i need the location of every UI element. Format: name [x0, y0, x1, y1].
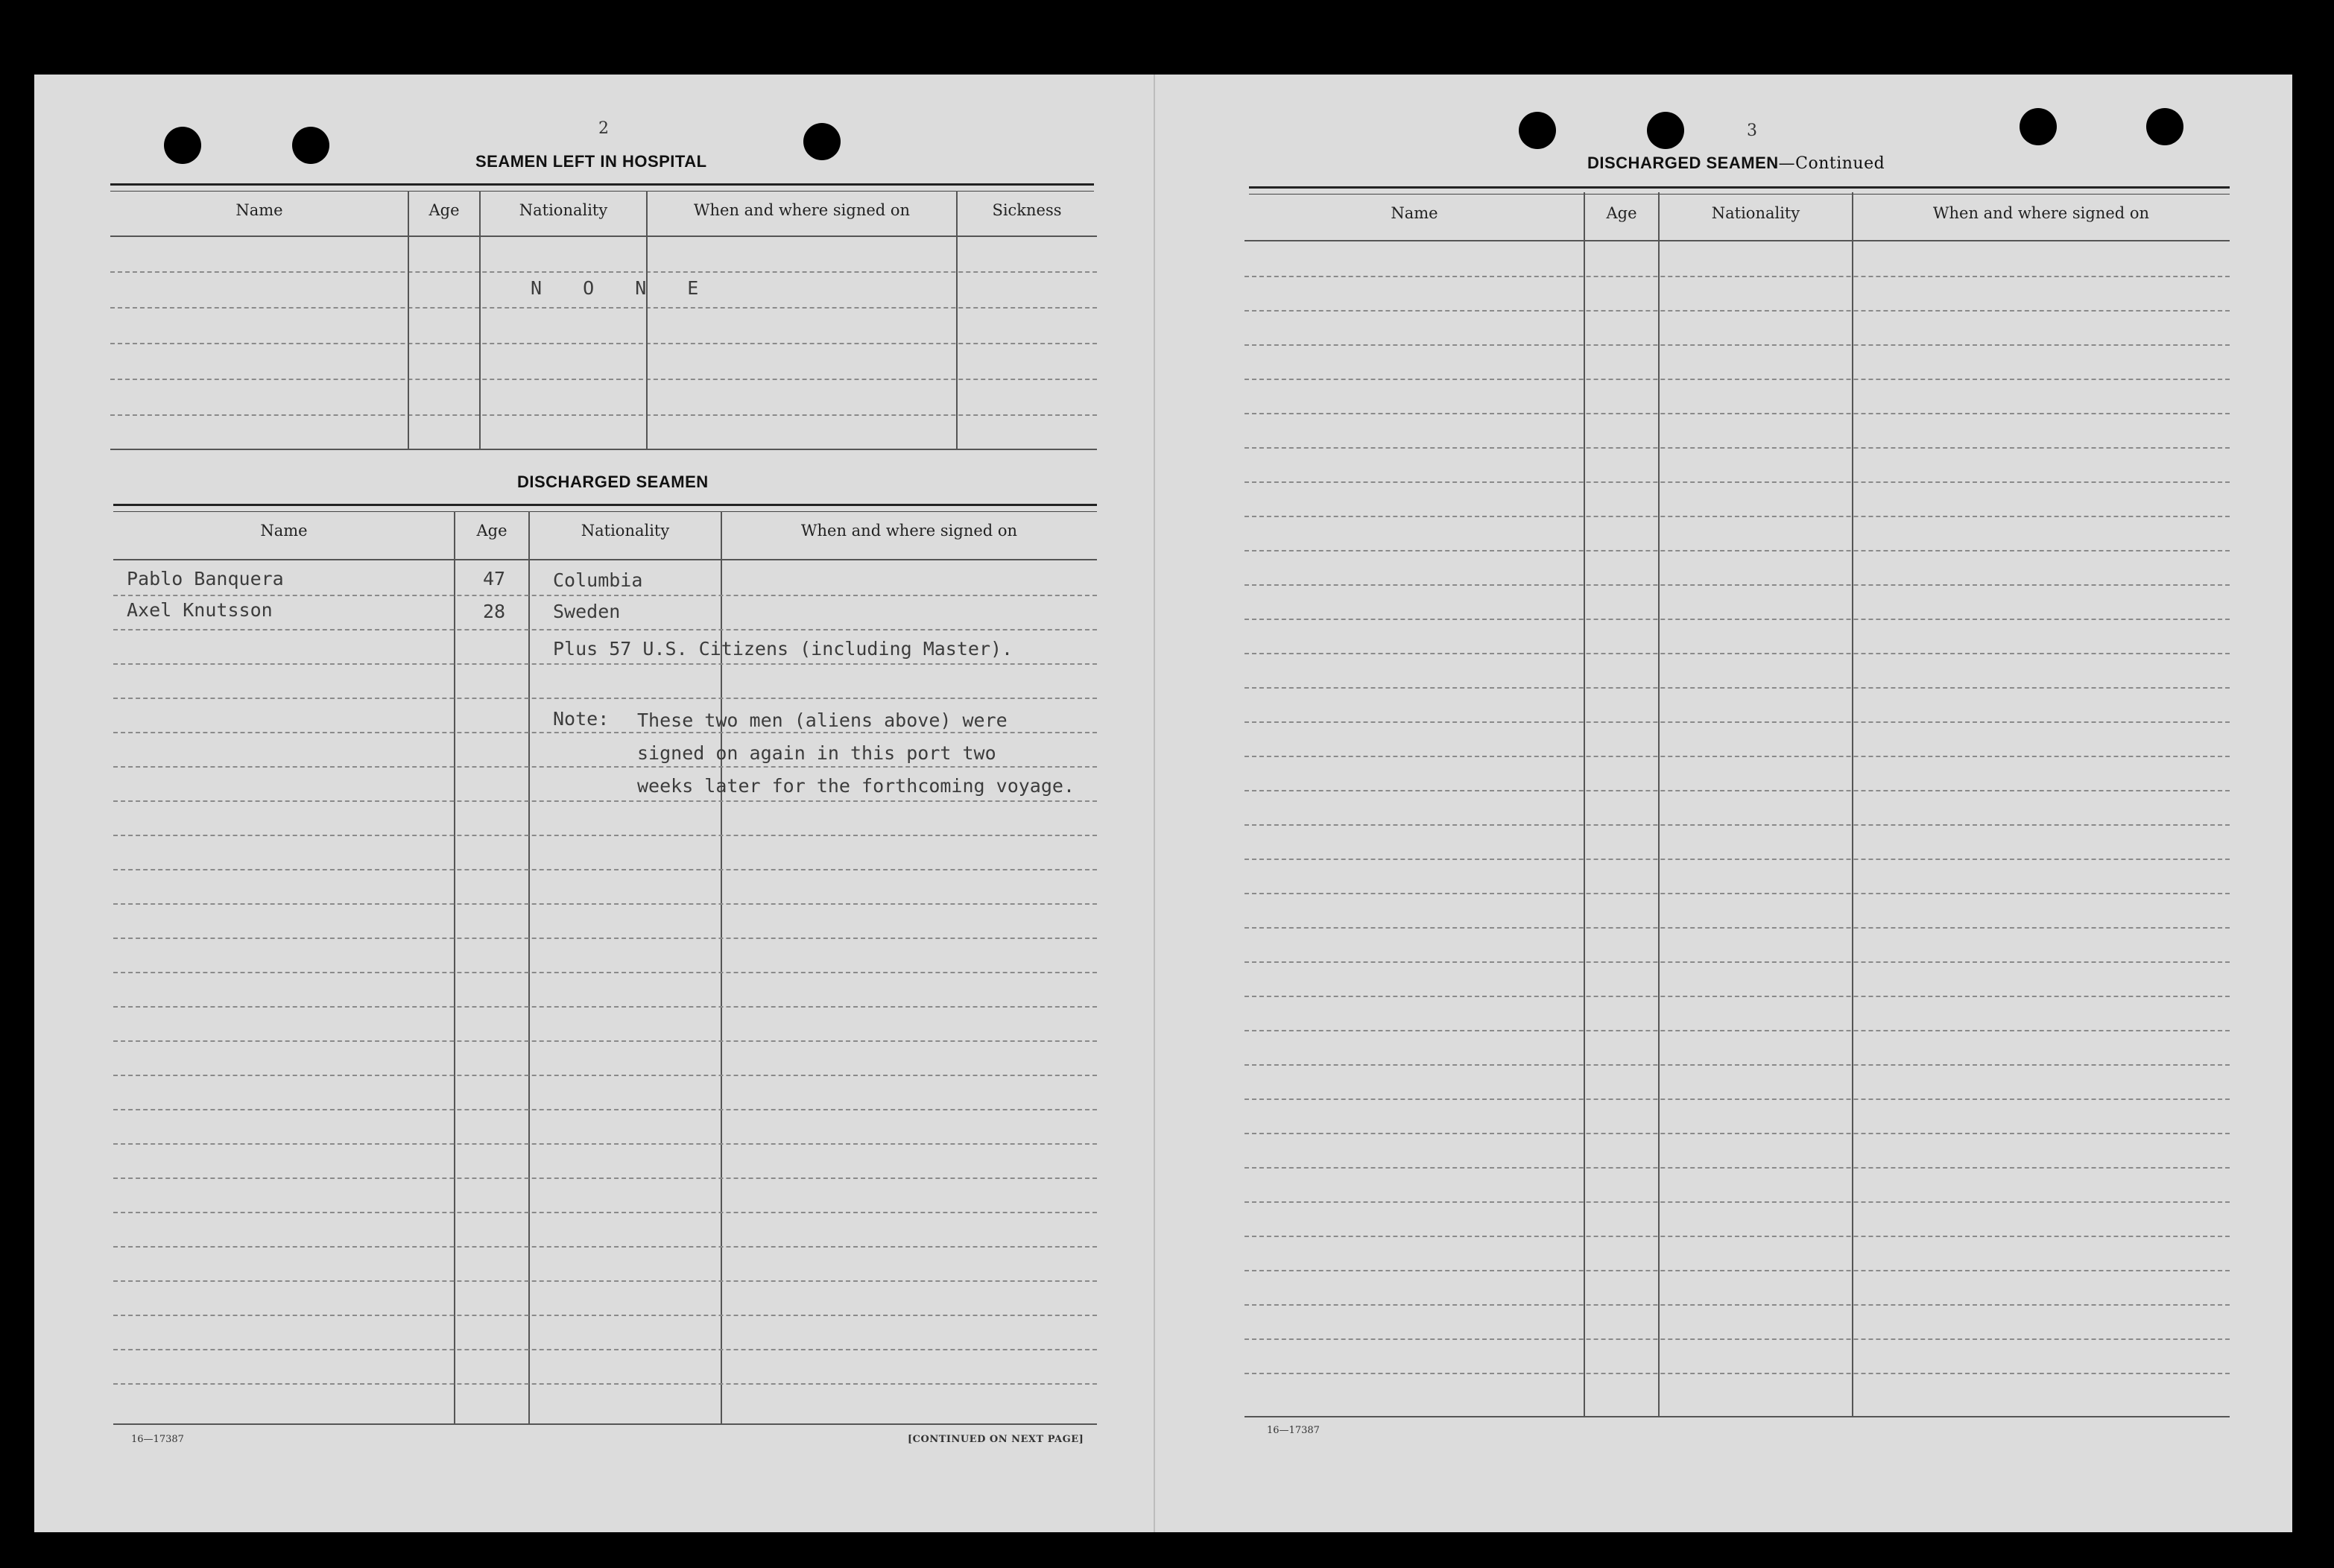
form-number: 16—17387: [1267, 1425, 1320, 1436]
punch-hole: [2146, 108, 2183, 145]
punch-hole: [292, 127, 329, 164]
seaman-age: 47: [483, 568, 506, 589]
continued-section-title: [1587, 154, 1885, 173]
column-divider: [528, 511, 530, 1425]
note-line: weeks later for the forthcoming voyage.: [637, 775, 1075, 797]
header-rule: [1245, 240, 2230, 241]
column-divider: [454, 511, 455, 1425]
header-rule: [113, 559, 1097, 560]
note-label: Note:: [553, 708, 610, 730]
col-header-age: Age: [428, 201, 460, 219]
punch-hole: [2020, 108, 2057, 145]
page-number: 3: [1747, 121, 1757, 140]
hospital-section-title: SEAMEN LEFT IN HOSPITAL: [475, 152, 707, 171]
punch-hole: [1647, 112, 1684, 149]
table-bottom-rule: [1245, 1416, 2230, 1417]
column-divider: [1584, 192, 1585, 1417]
col-header-name: Name: [1391, 204, 1438, 222]
center-fold: [1154, 75, 1155, 1532]
seaman-age: 28: [483, 601, 506, 622]
header-rule: [110, 235, 1097, 237]
table-bottom-rule: [110, 449, 1097, 450]
col-header-signed-on: When and where signed on: [1932, 204, 2150, 222]
column-divider: [479, 191, 481, 449]
note-line: signed on again in this port two: [637, 742, 996, 764]
seaman-nationality: Columbia: [553, 569, 643, 591]
section-rule: [1249, 186, 2230, 195]
note-line: These two men (aliens above) were: [637, 709, 1008, 731]
hospital-entry-none: N O N E: [531, 277, 714, 299]
col-header-signed-on: When and where signed on: [693, 201, 911, 219]
form-number: 16—17387: [131, 1434, 184, 1445]
row-rule: [110, 343, 1097, 344]
discharged-section-title: DISCHARGED SEAMEN: [517, 472, 709, 491]
col-header-nationality: Nationality: [581, 522, 670, 540]
col-header-sickness: Sickness: [992, 201, 1062, 219]
punch-hole: [803, 123, 841, 160]
seaman-name: Axel Knutsson: [127, 599, 273, 621]
row-rule: [110, 271, 1097, 273]
row-rule: [110, 307, 1097, 309]
col-header-age: Age: [476, 522, 507, 540]
col-header-nationality: Nationality: [519, 201, 608, 219]
section-rule: [113, 504, 1097, 512]
section-title-suffix: —Continued: [1778, 154, 1885, 173]
punch-hole: [164, 127, 201, 164]
plus-citizens-line: Plus 57 U.S. Citizens (including Master).: [553, 638, 1013, 660]
seaman-name: Pablo Banquera: [127, 568, 284, 589]
col-header-nationality: Nationality: [1711, 204, 1800, 222]
column-divider: [646, 191, 648, 449]
column-divider: [1658, 192, 1660, 1417]
col-header-signed-on: When and where signed on: [800, 522, 1018, 540]
page-number: 2: [598, 119, 609, 138]
row-rule: [110, 379, 1097, 380]
punch-hole: [1519, 112, 1556, 149]
col-header-name: Name: [260, 522, 308, 540]
column-divider: [956, 191, 958, 449]
section-rule: [110, 183, 1094, 192]
seaman-nationality: Sweden: [553, 601, 621, 622]
continued-notice: [CONTINUED ON NEXT PAGE]: [908, 1434, 1084, 1445]
document-sheet: [34, 75, 2292, 1532]
col-header-age: Age: [1606, 204, 1637, 222]
row-rule: [110, 414, 1097, 416]
column-divider: [1852, 192, 1853, 1417]
col-header-name: Name: [235, 201, 283, 219]
column-divider: [408, 191, 409, 449]
section-title-text: DISCHARGED SEAMEN: [1587, 154, 1779, 172]
table-bottom-rule: [113, 1423, 1097, 1425]
